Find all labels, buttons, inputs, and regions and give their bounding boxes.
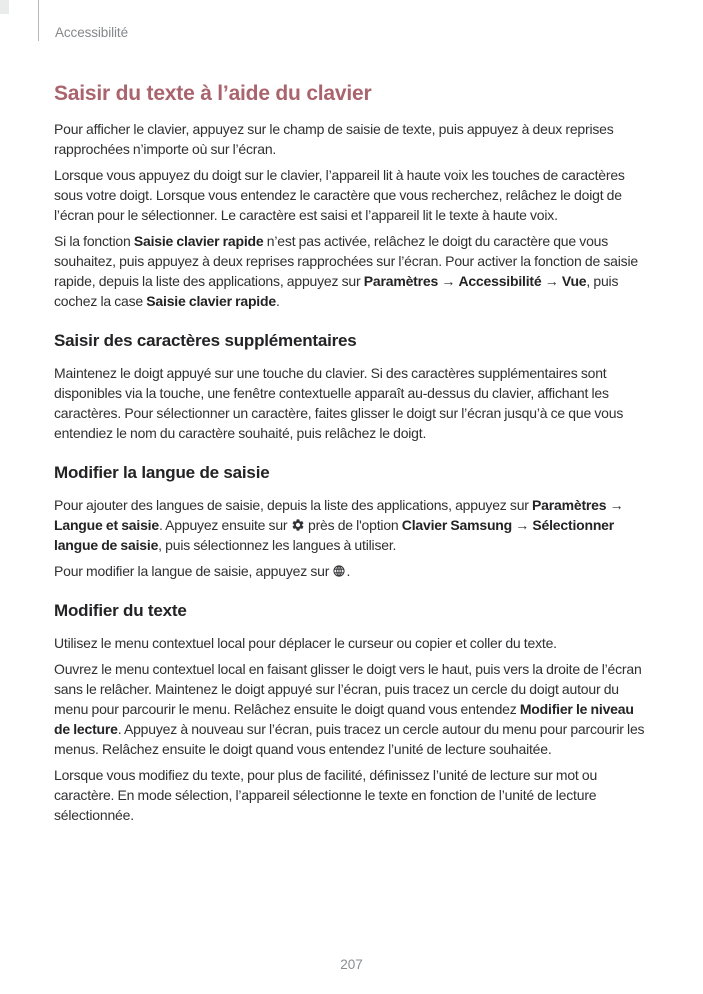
page-number: 207 — [340, 957, 363, 972]
bold-text: Accessibilité — [458, 273, 542, 289]
globe-icon — [332, 564, 346, 578]
body-text: Lorsque vous modifiez du texte, pour plus de facilité, définissez l’unité de lecture sur mot ou caractère. En mode sélection, l’appareil sélectionne le texte en fonction de l’unité de lecture sélectionnée. — [54, 767, 598, 823]
body-text: . Appuyez à nouveau sur l’écran, puis tracez un cercle autour du menu pour parcourir les menus. Relâchez ensuite le doigt quand vous entendez l’unité de lecture souhaitée. — [54, 721, 645, 757]
bold-text: Vue — [561, 273, 587, 289]
bold-text: Modifier le niveau de lecture — [54, 701, 634, 737]
bold-text: Clavier Samsung — [401, 517, 512, 533]
subsection-heading: Modifier la langue de saisie — [54, 463, 270, 482]
paragraph — [54, 659, 652, 759]
bold-text: Saisie clavier rapide — [146, 293, 276, 309]
body-text: → — [541, 273, 562, 289]
body-text: Maintenez le doigt appuyé sur une touche du clavier. Si des caractères supplémentaires sont disponibles via la touche, une fenêtre contextuelle apparaît au-dessus du clavier, affichant les caractères. Pour sélectionner un caractère, faites glisser le doigt sur l’écran jusqu’à ce que vous entendiez le nom du caractère souhaité, puis relâchez le doigt. — [54, 365, 624, 441]
body-text: Pour ajouter des langues de saisie, depuis la liste des applications, appuyez sur — [54, 497, 533, 513]
paragraph — [54, 633, 652, 653]
body-text: → — [512, 517, 533, 533]
paragraph — [54, 561, 652, 581]
paragraph — [54, 165, 652, 225]
body-text: → — [438, 273, 459, 289]
subsection-heading: Modifier du texte — [54, 601, 187, 620]
body-text: près de l'option — [304, 517, 402, 533]
body-text: Ouvrez le menu contextuel local en faisant glisser le doigt vers le haut, puis vers la droite de l’écran sans le relâcher. Maintenez le doigt appuyé sur l’écran, puis tracez un cercle du doigt autour du menu pour parcourir le menu. Relâchez ensuite le doigt quand vous entendez — [54, 661, 642, 717]
bold-text: Sélectionner langue de saisie — [54, 517, 615, 553]
page-corner-artifact — [0, 0, 9, 14]
bold-text: Paramètres — [363, 273, 439, 289]
chapter-breadcrumb: Accessibilité — [55, 25, 128, 40]
body-text: , puis sélectionnez les langues à utiliser. — [158, 537, 397, 553]
body-text: Si la fonction — [54, 233, 134, 249]
document-body — [54, 82, 652, 831]
body-text: → — [606, 497, 624, 513]
paragraph — [54, 363, 652, 443]
settings-gear-icon — [291, 518, 305, 532]
body-text: . — [346, 563, 351, 579]
body-text: Pour modifier la langue de saisie, appuyez sur — [54, 563, 333, 579]
paragraph — [54, 765, 652, 825]
body-text: . Appuyez ensuite sur — [158, 517, 291, 533]
body-text: Utilisez le menu contextuel local pour déplacer le curseur ou copier et coller du texte. — [54, 635, 557, 651]
body-text: , puis cochez la case — [54, 273, 619, 309]
bold-text: Langue et saisie — [54, 517, 159, 533]
paragraph — [54, 231, 652, 311]
body-text: . — [275, 293, 280, 309]
subsection-heading: Saisir des caractères supplémentaires — [54, 331, 357, 350]
body-text: n’est pas activée, relâchez le doigt du caractère que vous souhaitez, puis appuyez à deux reprises rapprochées sur l’écran. Pour activer la fonction de saisie rapide, depuis la liste des applications, appuyez sur — [54, 233, 638, 289]
body-text: Pour afficher le clavier, appuyez sur le champ de saisie de texte, puis appuyez à deux reprises rapprochées n’importe où sur l’écran. — [54, 121, 614, 157]
page-title: Saisir du texte à l’aide du clavier — [54, 82, 372, 105]
bold-text: Saisie clavier rapide — [133, 233, 264, 249]
header-divider — [38, 0, 39, 41]
paragraph — [54, 119, 652, 159]
bold-text: Paramètres — [532, 497, 607, 513]
paragraph — [54, 495, 652, 555]
body-text: Lorsque vous appuyez du doigt sur le clavier, l’appareil lit à haute voix les touches de caractères sous votre doigt. Lorsque vous entendez le caractère que vous recherchez, relâchez le doigt de l’écran pour le sélectionner. Le caractère est saisi et l’appareil lit le texte à haute voix. — [54, 167, 625, 223]
